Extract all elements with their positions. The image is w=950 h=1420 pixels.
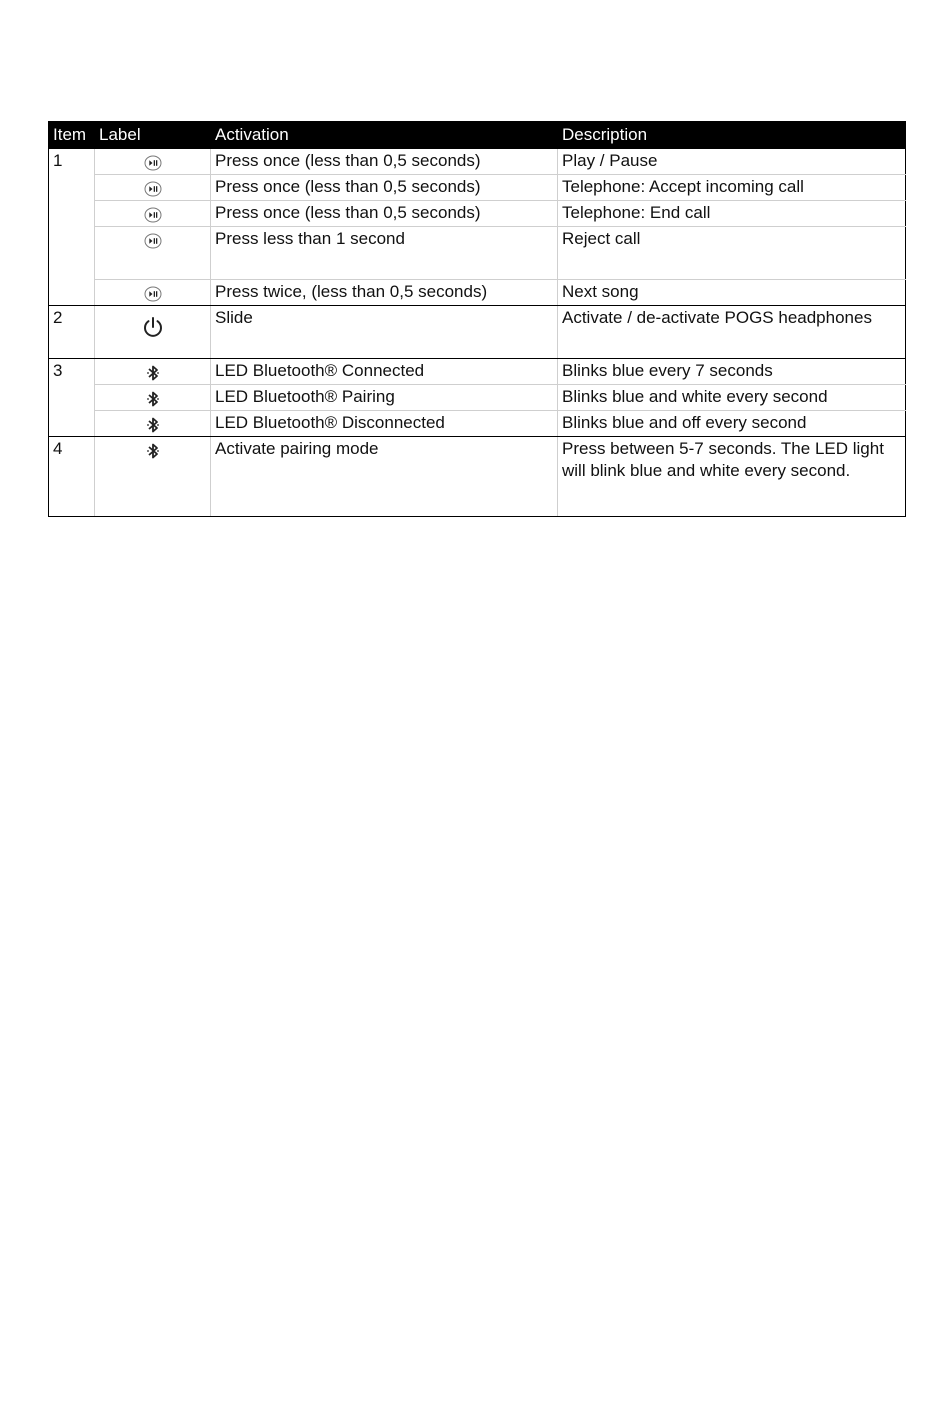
activation-cell: Activate pairing mode <box>211 437 558 517</box>
activation-cell: Press once (less than 0,5 seconds) <box>211 175 558 201</box>
label-cell <box>95 280 211 306</box>
description-cell: Blinks blue and white every second <box>558 385 906 411</box>
activation-cell: LED Bluetooth® Connected <box>211 359 558 385</box>
description-cell: Activate / de-activate POGS headphones <box>558 306 906 359</box>
table-row <box>49 437 906 517</box>
table-header-row <box>49 122 906 149</box>
controls-table <box>48 121 906 517</box>
label-cell <box>95 359 211 385</box>
activation-cell: LED Bluetooth® Disconnected <box>211 411 558 437</box>
table-row <box>49 227 906 280</box>
controls-table-container <box>48 121 905 517</box>
play-pause-icon <box>144 152 162 171</box>
header-description: Description <box>558 122 906 149</box>
label-cell <box>95 437 211 517</box>
description-cell: Press between 5-7 seconds. The LED light will blink blue and white every second. <box>558 437 906 517</box>
activation-cell: LED Bluetooth® Pairing <box>211 385 558 411</box>
label-cell <box>95 149 211 175</box>
table-row <box>49 175 906 201</box>
description-cell: Blinks blue and off every second <box>558 411 906 437</box>
play-pause-icon <box>144 204 162 223</box>
table-row <box>49 306 906 359</box>
play-pause-icon <box>144 283 162 302</box>
header-item: Item <box>49 122 95 149</box>
table-row <box>49 411 906 437</box>
description-cell: Play / Pause <box>558 149 906 175</box>
label-cell <box>95 385 211 411</box>
activation-cell: Press less than 1 second <box>211 227 558 280</box>
description-cell: Telephone: End call <box>558 201 906 227</box>
play-pause-icon <box>144 230 162 249</box>
description-cell: Blinks blue every 7 seconds <box>558 359 906 385</box>
description-cell: Reject call <box>558 227 906 280</box>
bluetooth-icon <box>146 413 160 434</box>
bluetooth-icon <box>146 387 160 408</box>
header-label: Label <box>95 122 211 149</box>
label-cell <box>95 306 211 359</box>
power-icon <box>142 307 164 339</box>
label-cell <box>95 175 211 201</box>
item-number: 1 <box>49 149 95 306</box>
bluetooth-icon <box>146 439 160 460</box>
item-number: 3 <box>49 359 95 437</box>
play-pause-icon <box>144 178 162 197</box>
bluetooth-icon <box>146 361 160 382</box>
table-row <box>49 149 906 175</box>
activation-cell: Press twice, (less than 0,5 seconds) <box>211 280 558 306</box>
item-number: 2 <box>49 306 95 359</box>
activation-cell: Slide <box>211 306 558 359</box>
description-cell: Next song <box>558 280 906 306</box>
table-row <box>49 359 906 385</box>
description-cell: Telephone: Accept incoming call <box>558 175 906 201</box>
item-number: 4 <box>49 437 95 517</box>
activation-cell: Press once (less than 0,5 seconds) <box>211 201 558 227</box>
label-cell <box>95 411 211 437</box>
table-row <box>49 385 906 411</box>
table-row <box>49 280 906 306</box>
table-row <box>49 201 906 227</box>
label-cell <box>95 227 211 280</box>
header-activation: Activation <box>211 122 558 149</box>
label-cell <box>95 201 211 227</box>
activation-cell: Press once (less than 0,5 seconds) <box>211 149 558 175</box>
